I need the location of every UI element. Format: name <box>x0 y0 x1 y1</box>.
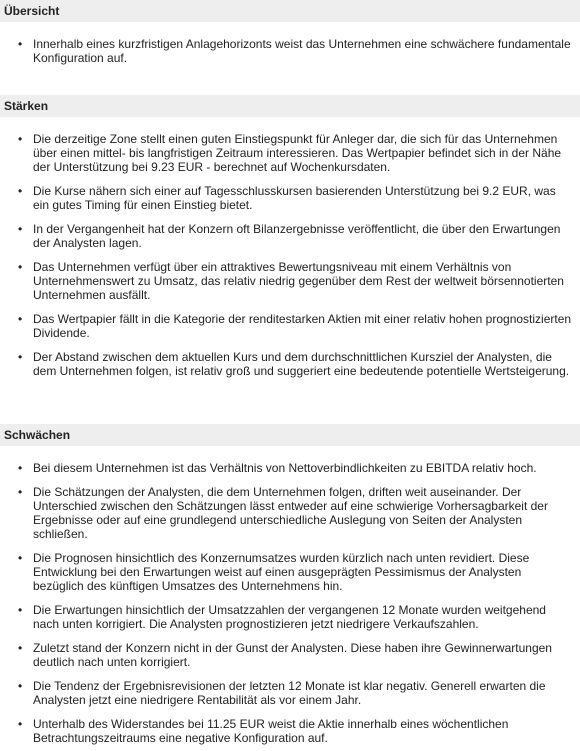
bullet-icon: • <box>18 132 23 146</box>
list-item-text: Die derzeitige Zone stellt einen guten Einstiegspunkt für Anleger dar, die sich für das Unternehmen über einen mittel- bis langfristigen Zeitraum interessieren. Das Wertpapier befindet sich in der Nähe der Unterstützung bei 9.23 EUR - berechnet auf Wochenkursdaten. <box>33 132 562 174</box>
list-item-text: Die Tendenz der Ergebnisrevisionen der letzten 12 Monate ist klar negativ. Generell erwarten die Analysten jetzt eine niedrigere Rentabilität als vor einem Jahr. <box>33 679 546 707</box>
bullet-icon: • <box>18 260 23 274</box>
bullet-icon: • <box>18 312 23 326</box>
list-item <box>0 551 580 593</box>
weaknesses-list <box>0 446 580 745</box>
list-item <box>0 260 580 302</box>
list-item-text: Das Wertpapier fällt in die Kategorie der renditestarken Aktien mit einer relativ hohen prognostizierten Dividende. <box>33 312 572 340</box>
bullet-icon: • <box>18 679 23 693</box>
list-item <box>0 679 580 707</box>
bullet-icon: • <box>18 184 23 198</box>
list-item-text: Die Kurse nähern sich einer auf Tagesschlusskursen basierenden Unterstützung bei 9.2 EUR, was ein gutes Timing für einen Einstieg bietet. <box>33 184 556 212</box>
list-item <box>0 350 580 378</box>
list-item <box>0 184 580 212</box>
bullet-icon: • <box>18 485 23 499</box>
list-item-text: Der Abstand zwischen dem aktuellen Kurs und dem durchschnittlichen Kursziel der Analysten, die dem Unternehmen folgen, ist relativ groß und suggeriert eine bedeutende potentielle Wertsteigerung. <box>33 350 570 378</box>
list-item-text: Die Schätzungen der Analysten, die dem Unternehmen folgen, driften weit auseinander. Der Unterschied zwischen den Schätzungen lässt entweder auf eine schwierige Vorhersagbarkeit der Ergebnisse oder auf eine grundlegend unterschiedliche Auslegung von Seiten der Analysten schließen. <box>33 485 548 541</box>
list-item-text: Zuletzt stand der Konzern nicht in der Gunst der Analysten. Diese haben ihre Gewinnerwartungen deutlich nach unten korrigiert. <box>33 641 552 669</box>
list-item <box>0 222 580 250</box>
overview-list <box>0 22 580 65</box>
list-item <box>0 717 580 745</box>
overview-heading: Übersicht <box>0 0 580 22</box>
bullet-icon: • <box>18 222 23 236</box>
weaknesses-heading: Schwächen <box>0 424 580 446</box>
strengths-list <box>0 117 580 378</box>
list-item <box>0 132 580 174</box>
weaknesses-section <box>0 424 580 745</box>
list-item-text: Die Erwartungen hinsichtlich der Umsatzzahlen der vergangenen 12 Monate wurden weitgehend nach unten korrigiert. Die Analysten prognostizieren jetzt niedrigere Verkaufszahlen. <box>33 603 546 631</box>
list-item <box>0 37 580 65</box>
bullet-icon: • <box>18 603 23 617</box>
list-item-text: In der Vergangenheit hat der Konzern oft Bilanzergebnisse veröffentlicht, die über den Erwartungen der Analysten lagen. <box>33 222 561 250</box>
strengths-heading: Stärken <box>0 95 580 117</box>
bullet-icon: • <box>18 37 23 51</box>
list-item-text: Innerhalb eines kurzfristigen Anlagehorizonts weist das Unternehmen eine schwächere fundamentale Konfiguration auf. <box>33 37 571 65</box>
overview-section <box>0 0 580 65</box>
list-item <box>0 312 580 340</box>
bullet-icon: • <box>18 461 23 475</box>
bullet-icon: • <box>18 551 23 565</box>
strengths-section <box>0 95 580 378</box>
list-item <box>0 641 580 669</box>
list-item <box>0 603 580 631</box>
list-item-text: Unterhalb des Widerstandes bei 11.25 EUR weist die Aktie innerhalb eines wöchentlichen Betrachtungszeitraums eine negative Konfiguration auf. <box>33 717 509 745</box>
bullet-icon: • <box>18 350 23 364</box>
bullet-icon: • <box>18 641 23 655</box>
list-item-text: Das Unternehmen verfügt über ein attraktives Bewertungsniveau mit einem Verhältnis von Unternehmenswert zu Umsatz, das relativ niedrig gegenüber dem Rest der weltweit börsennotierten Unternehmen ausfällt. <box>33 260 564 302</box>
list-item <box>0 461 580 475</box>
list-item-text: Bei diesem Unternehmen ist das Verhältnis von Nettoverbindlichkeiten zu EBITDA relativ hoch. <box>33 461 537 475</box>
list-item-text: Die Prognosen hinsichtlich des Konzernumsatzes wurden kürzlich nach unten revidiert. Diese Entwicklung bei den Erwartungen weist auf einen ausgeprägten Pessimismus der Analysten bezüglich des künftigen Umsatzes des Unternehmens hin. <box>33 551 530 593</box>
bullet-icon: • <box>18 717 23 731</box>
list-item <box>0 485 580 541</box>
